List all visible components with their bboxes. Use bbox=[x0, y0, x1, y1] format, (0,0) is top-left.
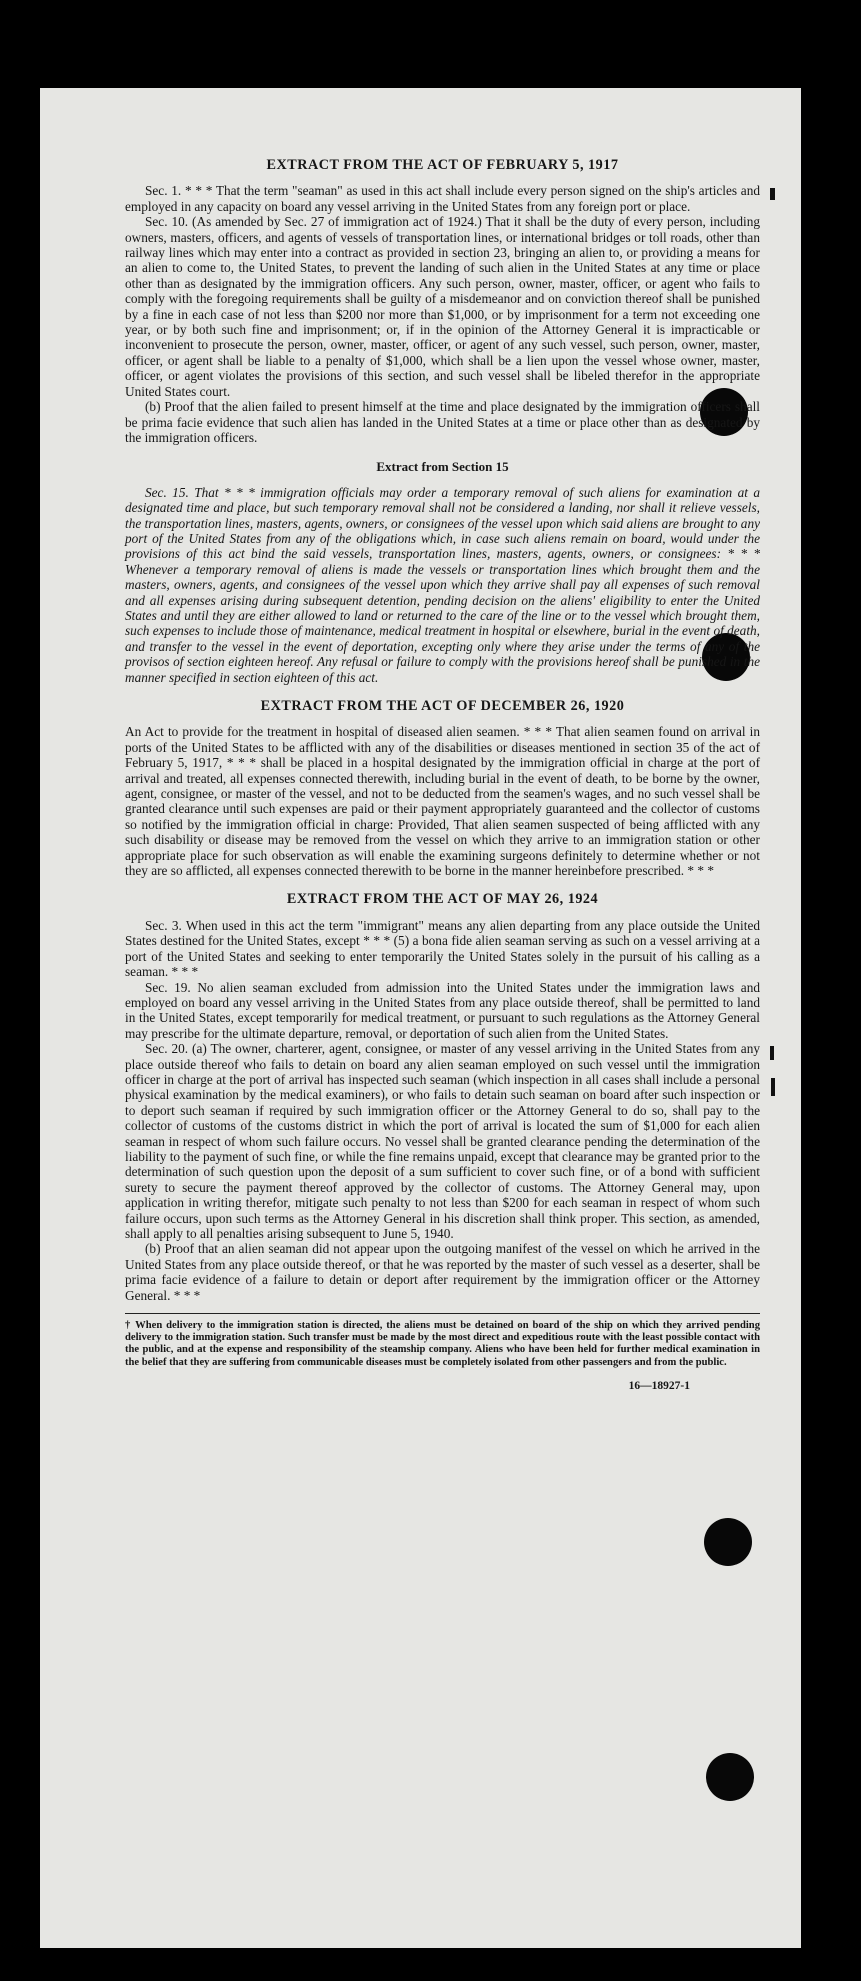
footnote: † When delivery to the immigration station is directed, the aliens must be detained on board of the ship on which they arrived pending delivery to the immigration station. Such transfer must be made by the most direct and expeditious route with the least possible contact with the public, and at the expense and responsibility of the steamship company. Aliens who have been held for further medical examination in the belief that they are suffering from communicable diseases must be completely isolated from other passengers and from the public. bbox=[125, 1313, 760, 1369]
paragraph: (b) Proof that an alien seaman did not appear upon the outgoing manifest of the vessel on which he arrived in the United States from any place outside thereof, or that he was reported by the master of such vessel as a deserter, shall be prima facie evidence of a failure to detain or deport after requirement by the immigration officer or the Attorney General. * * * bbox=[125, 1241, 760, 1303]
section-subheading: Extract from Section 15 bbox=[376, 459, 509, 475]
paragraph: Sec. 15. That * * * immigration officials may order a temporary removal of such aliens for examination at a designated time and place, but such temporary removal shall not be considered a landing, nor shall it relieve vessels, the transportation lines, masters, agents, owners, or consignees of the vessel upon which said aliens are brought to any port of the United States from any of the obligations which, in case such aliens remain on board, would under the provisions of this act bind the said vessels, transportation lines, masters, agents, owners, or consignees: * * * Whenever a temporary removal of aliens is made the vessels or transportation lines which brought them and the masters, owners, agents, and consignees of the vessel upon which they arrive shall pay all expenses of such removal and all expenses arising during subsequent detention, pending decision on the aliens' eligibility to enter the United States and until they are either allowed to land or returned to the care of the line or to the vessel which brought them, such expenses to include those of maintenance, medical treatment in hospital or elsewhere, burial in the event of death, and transfer to the vessel in the event of deportation, excepting only where they arise under the terms of any of the provisos of section eighteen hereof. Any refusal or failure to comply with the provisions hereof shall be punished in the manner specified in section eighteen of this act. bbox=[125, 484, 761, 685]
scan-mark bbox=[771, 1078, 775, 1096]
punch-hole bbox=[704, 1518, 752, 1566]
scan-mark bbox=[770, 188, 775, 200]
section-heading: EXTRACT FROM THE ACT OF MAY 26, 1924 bbox=[286, 891, 599, 908]
paragraph: Sec. 3. When used in this act the term "immigrant" means any alien departing from any place outside the United States destined for the United States, except * * * (5) a bona fide alien seaman serving as such on a vessel arriving at a port of the United States and seeking to enter temporarily the United States solely in the pursuit of his calling as a seaman. * * * bbox=[125, 917, 760, 980]
paragraph: Sec. 1. * * * That the term "seaman" as used in this act shall include every person signed on the ship's articles and employed in any capacity on board any vessel arriving in the United States from any foreign port or place. bbox=[125, 183, 760, 214]
paragraph: Sec. 10. (As amended by Sec. 27 of immigration act of 1924.) That it shall be the duty of every person, including owners, masters, officers, and agents of vessels of transportation lines, or international bridges or toll roads, other than railway lines which may enter into a contract as provided in section 23, bringing an alien to, or providing a means for an alien to come to, the United States, to prevent the landing of such alien in the United States at any time or place other than as designated by the immigration officers. Any such person, owner, master, officer, or agent who fails to comply with the foregoing requirements shall be guilty of a misdemeanor and on conviction thereof shall be punished by a fine in each case of not less than $200 nor more than $1,000, or by imprisonment for a term not exceeding one year, or by both such fine and imprisonment; or, if in the opinion of the Attorney General it is impracticable or inconvenient to prosecute the person, owner, master, officer, or agent of any such vessel, such person, owner, master, officer, or agent shall be liable to a penalty of $1,000, which shall be a lien upon the vessel whose owner, master, officer, or agent violates the provisions of this section, and such vessel shall be libeled therefor in the appropriate United States court. bbox=[125, 214, 760, 399]
section-heading: EXTRACT FROM THE ACT OF FEBRUARY 5, 1917 bbox=[266, 157, 619, 173]
punch-hole bbox=[706, 1753, 754, 1801]
form-number: 16—18927-1 bbox=[628, 1379, 690, 1392]
section-heading: EXTRACT FROM THE ACT OF DECEMBER 26, 1920 bbox=[260, 698, 625, 714]
document-body bbox=[125, 158, 760, 1394]
scan-mark bbox=[770, 1046, 774, 1060]
paragraph: Sec. 20. (a) The owner, charterer, agent, consignee, or master of any vessel arriving in the United States from any place outside thereof who fails to detain on board any alien seaman employed on such vessel until the immigration officer in charge at the port of arrival has inspected such seaman (which inspection in all cases shall include a personal physical examination by the medical examiners), or who fails to detain such seaman on board after such inspection or to deport such seaman if required by such immigration officer or the Attorney General to do so, shall pay to the collector of customs of the customs district in which the port of arrival is located the sum of $1,000 for each alien seaman in respect of whom such failure occurs. No vessel shall be granted clearance pending the determination of the liability to the payment of such fine, or while the fine remains unpaid, except that clearance may be granted prior to the determination of such question upon the deposit of a sum sufficient to cover such fine, or of a bond with sufficient surety to secure the payment thereof approved by the collector of customs. The Attorney General may, upon application in writing therefor, mitigate such penalty to not less than $200 for each seaman in respect of whom such failure occurs, upon such terms as the Attorney General in his discretion shall think proper. This section, as amended, shall apply to all penalties arising subsequent to June 5, 1940. bbox=[125, 1041, 760, 1241]
paragraph: Sec. 19. No alien seaman excluded from admission into the United States under the immigration laws and employed on board any vessel arriving in the United States from any place outside thereof, shall be permitted to land in the United States, except temporarily for medical treatment, or pursuant to such regulations as the Attorney General may prescribe for the ultimate departure, removal, or deportation of such alien from the United States. bbox=[125, 979, 760, 1041]
paragraph: (b) Proof that the alien failed to present himself at the time and place designated by the immigration officers shall be prima facie evidence that such alien has landed in the United States at a time or place other than as designated by the immigration officers. bbox=[125, 399, 760, 445]
paragraph: An Act to provide for the treatment in hospital of diseased alien seamen. * * * That alien seamen found on arrival in ports of the United States to be afflicted with any of the disabilities or diseases mentioned in section 35 of the act of February 5, 1917, * * * shall be placed in a hospital designated by the immigration official in charge at the port of arrival and treated, all expenses connected therewith, including burial in the event of death, to be borne by the owner, agent, consignee, or master of the vessel, and not to be deducted from the seamen's wages, and no such vessel shall be granted clearance until such expenses are paid or their payment appropriately guaranteed and the collector of customs so notified by the immigration official in charge: Provided, That alien seamen suspected of being afflicted with any such disability or disease may be removed from the vessel on which they arrive to an immigration station or other appropriate place for such observation as will enable the examining surgeons definitely to determine whether or not they are so afflicted, all expenses connected therewith to be borne in the manner hereinbefore prescribed. * * * bbox=[125, 724, 760, 879]
